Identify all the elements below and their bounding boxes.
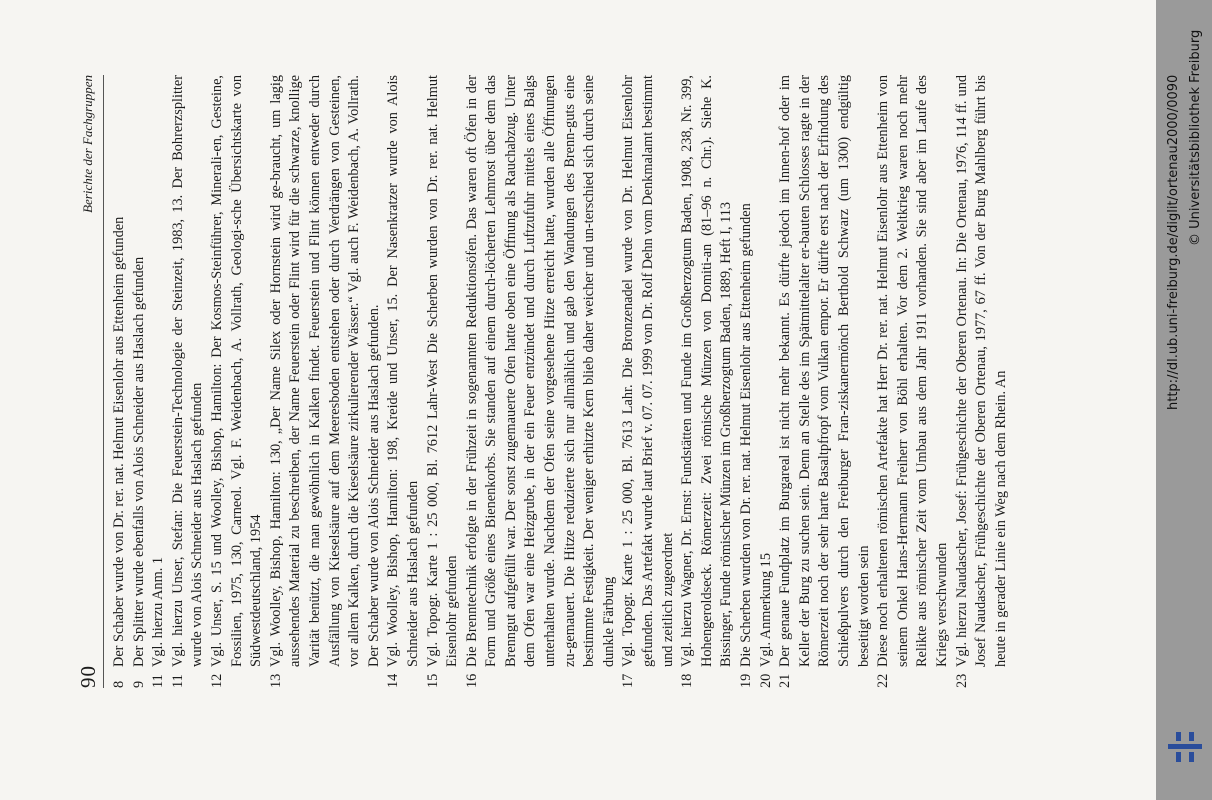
footnote — [619, 75, 678, 688]
footnote-text: Der Splitter wurde ebenfalls von Alois Schneider aus Haslach gefunden — [130, 256, 147, 667]
footnote-number: 17 — [620, 673, 637, 688]
footnote-text: Vgl. Woolley, Bishop, Hamilton: 130, „Der Name Silex oder Hornstein wird ge-braucht, um lagig aussehendes Material zu beschreiben, der Name Feuerstein oder Flint wird für die schwarze, knollige Varität benützt, die man gewöhnlich in Kalken findet. Feuerstein und Flint können entweder durch Ausfällung von Kieselsäure auf dem Meeresboden entstehen oder durch Verdrängen von Gesteinen, vor allem Kalken, durch die Kieselsäure zirkulierender Wässer.“ Vgl. auch F. Weidenbach, A. Vollrath. Der Schaber wurde von Alois Schneider aus Haslach gefunden. — [267, 75, 382, 667]
footnote — [267, 75, 385, 688]
permalink-url[interactable]: http://dl.ub.uni-freiburg.de/diglit/ortenau2000/0090 — [1166, 74, 1181, 410]
footnote — [678, 75, 737, 688]
footnote-text: Vgl. hierzu Anm. 1 — [150, 557, 167, 667]
footnote — [776, 75, 874, 688]
footnote — [874, 75, 952, 688]
footnote-text: Vgl. hierzu Naudascher, Josef: Frühgeschichte der Oberen Ortenau. In: Die Ortenau, 1976, 114 ff. und Josef Naudascher, Frühgeschichte der Oberen Ortenau, 1977, 67 ff. Von der Burg Mahlberg führt bis heute in gerader Linie ein Weg nach dem Rhein. An — [953, 75, 1009, 667]
footnote — [757, 75, 777, 688]
footnote — [424, 75, 463, 688]
footnote-number: 18 — [679, 673, 696, 688]
footnote — [130, 75, 150, 688]
footnote-number: 13 — [267, 673, 284, 688]
footnote-number: 22 — [875, 673, 892, 688]
footnote-number: 15 — [424, 673, 441, 688]
footnote-text: Vgl. Woolley, Bishop, Hamilton: 198, Kreide und Unser, 15. Der Nasenkratzer wurde von Alois Schneider aus Haslach gefunden — [385, 75, 421, 667]
footnote-number: 20 — [757, 673, 774, 688]
library-logo-icon — [1168, 732, 1202, 762]
footnote — [169, 75, 208, 688]
footnote-text: Der Schaber wurde von Dr. rer. nat. Helmut Eisenlohr aus Ettenheim gefunden — [111, 216, 127, 667]
footnote-text: Vgl. hierzu Wagner, Dr. Ernst: Fundstätten und Funde im Großherzogtum Baden, 1908, 238, Nr. 399, Hohengeroldseck. Römerzeit: Zwei römische Münzen von Domiti-an (81–96 n. Chr.). Siehe K. Bissinger, Funde römischer Münzen im Großherzogtum Baden, 1889, Heft I, 113 — [679, 75, 735, 667]
header-rule — [103, 75, 104, 688]
footnote — [384, 75, 423, 688]
footnote-number: 21 — [777, 673, 794, 688]
footnote — [208, 75, 267, 688]
page-number: 90 — [76, 665, 100, 688]
footnote-text: Diese noch erhaltenen römischen Artefakte hat Herr Dr. rer. nat. Helmut Eisenlohr aus Ettenheim von seinem Onkel Hans-Hermann Freiherr von Böhl erhalten. Vor dem 2. Weltkrieg waren noch mehr Relikte aus römischer Zeit vom Umbau aus dem Jahr 1911 vorhanden. Sie sind aber im Laufe des Kriegs verschwunden — [875, 75, 950, 667]
footnote — [110, 75, 130, 688]
copyright-notice: © Universitätsbibliothek Freiburg — [1188, 29, 1203, 246]
running-header: Berichte der Fachgruppen — [80, 75, 95, 213]
footnote-text: Vgl. hierzu Unser, Stefan: Die Feuerstein-Technologie der Steinzeit, 1983, 13. Der Bohrerzsplitter wurde von Alois Schneider aus Haslach gefunden — [169, 75, 206, 667]
footnote-text: Vgl. Anmerkung 15 — [757, 553, 774, 667]
footnote-text: Die Brenntechnik erfolgte in der Frühzeit in sogenannten Reduktionsöfen. Das waren oft Öfen in der Form und Größe eines Bienenkorbs. Sie standen auf einem durch-löcherten Lehmrost über dem das Brenngut aufgefüllt war. Der sonst zugemauerte Ofen hatte oben eine Öffnung als Rauchabzug. Unter dem Ofen war eine Heizgrube, in der ein Feuer entzündet und durch Luftzufuhr mittels eines Balgs unterhalten wurde. Nachdem der Ofen seine vorgesehene Hitze erreicht hatte, wurden alle Öffnungen zu-gemauert. Die Hitze reduzierte sich nur allmählich und gab den Wandungen des Brenn-guts eine bestimmte Festigkeit. Der weniger erhitzte Kern blieb daher weicher und un-terschied sich durch seine dunkle Färbung — [463, 75, 617, 667]
footnote-number: 23 — [953, 673, 970, 688]
footnote-number: 8 — [111, 680, 127, 688]
footnote-number: 9 — [130, 680, 147, 688]
footnote — [463, 75, 620, 688]
page-header — [0, 0, 110, 800]
footnote-text: Vgl. Unser, S. 15 und Woolley, Bishop, Hamilton: Der Kosmos-Steinführer, Minerali-en, Gesteine, Fossilien, 1975, 130, Carneol. Vgl. F. Weidenbach, A. Vollrath, Geologi-sche Übersichtskarte von Südwestdeutschland, 1954 — [208, 75, 265, 667]
footnote-number: 16 — [463, 673, 480, 688]
footnote-number: 11 — [169, 674, 186, 688]
library-sidebar — [1156, 0, 1212, 800]
footnote-text: Vgl. Topogr. Karte 1 : 25 000, Bl. 7613 Lahr. Die Bronzenadel wurde von Dr. Helmut Eisenlohr gefunden. Das Artefakt wurde laut Brief v. 07. 07. 1999 von Dr. Rolf Dehn vom Denkmalamt bestimmt und zeitlich zugeordnet — [620, 75, 676, 667]
footnote — [149, 75, 169, 688]
footnote-number: 19 — [738, 673, 754, 688]
footnote-text: Der genaue Fundplatz im Burgareal ist nicht mehr bekannt. Es dürfte jedoch im Innen-hof oder im Keller der Burg zu suchen sein. Denn an Stelle des im Spätmittelalter er-bauten Schlosses ragte in der Römerzeit noch der sehr harte Basaltpfropf vom Vulkan empor. Er dürfte erst nach der Erfindung des Schießpulvers durch den Freiburger Fran-ziskanermönch Berthold Schwarz (um 1300) endgültig beseitigt worden sein — [777, 75, 872, 667]
footnote-number: 11 — [150, 674, 167, 688]
footnote — [737, 75, 757, 688]
footnotes-list — [110, 75, 1011, 688]
footnote-number: 14 — [385, 673, 402, 688]
footnote-number: 12 — [208, 673, 225, 688]
footnote-text: Die Scherben wurden von Dr. rer. nat. Helmut Eisenlohr aus Ettenheim gefunden — [738, 203, 754, 667]
footnote-text: Vgl. Topogr. Karte 1 : 25 000, Bl. 7612 Lahr-West Die Scherben wurden von Dr. rer. nat. Helmut Eisenlohr gefunden — [424, 75, 461, 667]
footnote — [953, 75, 1012, 688]
